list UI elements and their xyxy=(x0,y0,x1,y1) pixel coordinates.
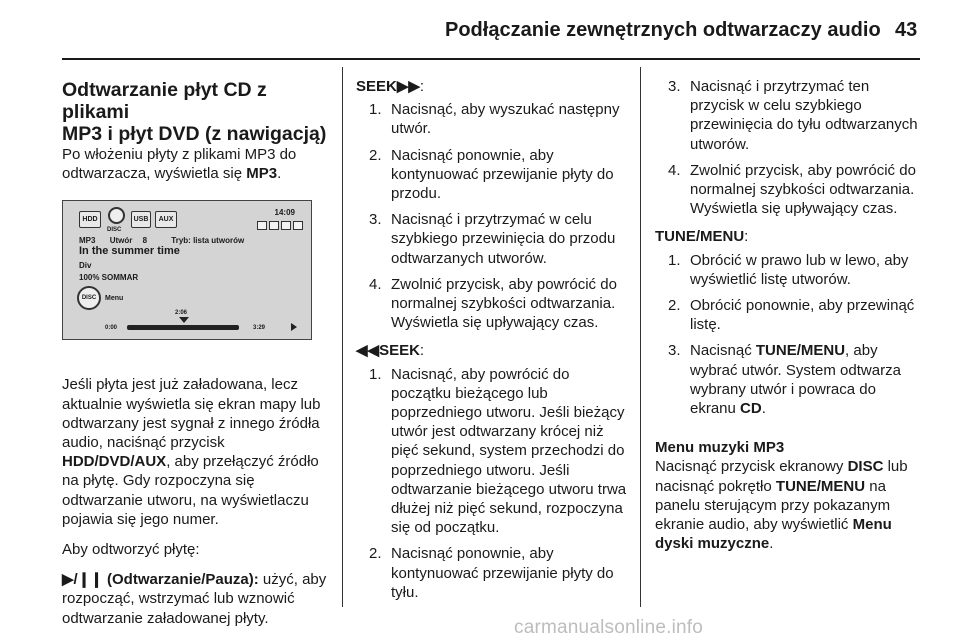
disc-menu-button: DISC xyxy=(77,286,101,310)
status-icons xyxy=(257,221,303,230)
position-marker-icon xyxy=(179,317,189,323)
start-time: 0:00 xyxy=(105,325,118,332)
phone-icon xyxy=(281,221,291,230)
play-icon xyxy=(291,323,297,331)
column-1 xyxy=(62,79,330,628)
paragraph-source: Jeśli płyta jest już załadowana, lecz aktualnie wyświetla się ekran mapy lub odtwarzany jest sygnał z innego źródła audio, naciśnąć przycisk HDD/DVD/AUX, aby przełączyć źródło na płytę. Gdy rozpoczyna się odtwarzanie utworu, na wyświetlaczu pojawia się jego numer. xyxy=(62,376,321,528)
page-number: 43 xyxy=(895,19,918,41)
intro-paragraph: Po włożeniu płyty z plikami MP3 do odtwarzacza, wyświetla się MP3. xyxy=(62,146,297,183)
list-item: 2. Nacisnąć ponownie, aby kontynuować przewijanie płyty do przodu. xyxy=(369,146,614,203)
list-item: 1. Obrócić w prawo lub w lewo, aby wyświetlić listę utworów. xyxy=(668,251,909,288)
speaker-icon xyxy=(257,221,267,230)
mp3-menu-heading: Menu muzyki MP3 xyxy=(655,439,785,457)
play-pause-icon: ▶/❙❙ xyxy=(62,571,103,589)
usb-button: USB xyxy=(131,211,151,228)
clock-time: 14:09 xyxy=(274,208,295,218)
elapsed-marker: 2:06 xyxy=(175,310,188,317)
tune-menu-list xyxy=(655,251,923,419)
nav-icon xyxy=(269,221,279,230)
progress-bar xyxy=(127,325,239,330)
list-item: 3. Nacisnąć i przytrzymać ten przycisk w celu szybkiego przewinięcia do tyłu odtwarzanych utworów. xyxy=(668,78,918,153)
seek-forward-list xyxy=(356,100,628,332)
list-item: 1. Nacisnąć, aby powrócić do początku bieżącego lub poprzedniego utworu. Jeśli bieżący utwór jest odtwarzany krócej niż pięć sekund, system przechodzi do poprzedniego utworu. Jeśli odtwarzanie bieżącego utworu trwa dłużej niż pięć sekund, rozpoczyna się od początku. xyxy=(369,365,627,537)
mp3-status-line: MP3 Utwór 8 Tryb: lista utworów xyxy=(79,236,245,246)
mp3-screen-figure xyxy=(62,200,312,340)
column-divider-2 xyxy=(640,67,641,607)
seek-back-list xyxy=(356,365,628,602)
list-item: 2. Obrócić ponownie, aby przewinąć listę. xyxy=(668,297,915,334)
song-title: In the summer time xyxy=(79,245,180,258)
section-title: Odtwarzanie płyt CD z plikami MP3 i płyt DVD (z nawigacją) xyxy=(62,79,327,145)
end-time: 3:29 xyxy=(253,325,266,332)
mp3-menu-paragraph: Nacisnąć przycisk ekranowy DISC lub nacisnąć pokrętło TUNE/MENU na panelu sterującym przy pokazanym ekranie audio, aby wyświetlić Menu dyski muzyczne. xyxy=(655,458,908,553)
menu-label: Menu xyxy=(105,295,124,303)
list-item: 4. Zwolnić przycisk, aby powrócić do normalnej szybkości odtwarzania. Wyświetla się upływający czas. xyxy=(668,161,916,218)
list-item: 3. Nacisnąć TUNE/MENU, aby wybrać utwór. System odtwarza wybrany utwór i powraca do ekranu CD. xyxy=(668,342,901,418)
hdd-button: HDD xyxy=(79,211,101,228)
disc-icon xyxy=(108,207,125,224)
seek-back-list-continued xyxy=(655,77,923,218)
aux-button: AUX xyxy=(155,211,177,228)
disc-button-label: DISC xyxy=(107,227,122,234)
paragraph-play-pause: ▶/❙❙ (Odtwarzanie/Pauza): użyć, aby rozpocząć, wstrzymać lub wznowić odtwarzanie załadowanej płyty. xyxy=(62,571,327,627)
album-name: 100% SOMMAR xyxy=(79,273,139,283)
list-item: 4. Zwolnić przycisk, aby powrócić do normalnej szybkości odtwarzania. Wyświetla się upływający czas. xyxy=(369,275,617,332)
page-header-title: Podłączanie zewnętrznych odtwarzaczy audio xyxy=(445,19,881,41)
seek-back-heading: ◀◀SEEK: xyxy=(356,342,425,360)
list-item: 2. Nacisnąć ponownie, aby kontynuować przewijanie płyty do tyłu. xyxy=(369,545,614,601)
settings-icon xyxy=(293,221,303,230)
seek-forward-heading: SEEK▶▶: xyxy=(356,78,425,95)
column-3 xyxy=(655,77,923,553)
column-divider-1 xyxy=(342,67,343,607)
artist-name: Div xyxy=(79,261,92,271)
paragraph-how-to-play: Aby odtworzyć płytę: xyxy=(62,541,200,559)
list-item: 3. Nacisnąć i przytrzymać w celu szybkiego przewinięcia do przodu odtwarzanych utworów. xyxy=(369,211,616,267)
tune-menu-heading: TUNE/MENU: xyxy=(655,228,749,246)
header-rule xyxy=(62,58,920,60)
list-item: 1. Nacisnąć, aby wyszukać następny utwór. xyxy=(369,101,620,138)
watermark: carmanualsonline.info xyxy=(514,617,704,638)
column-2 xyxy=(356,77,628,602)
